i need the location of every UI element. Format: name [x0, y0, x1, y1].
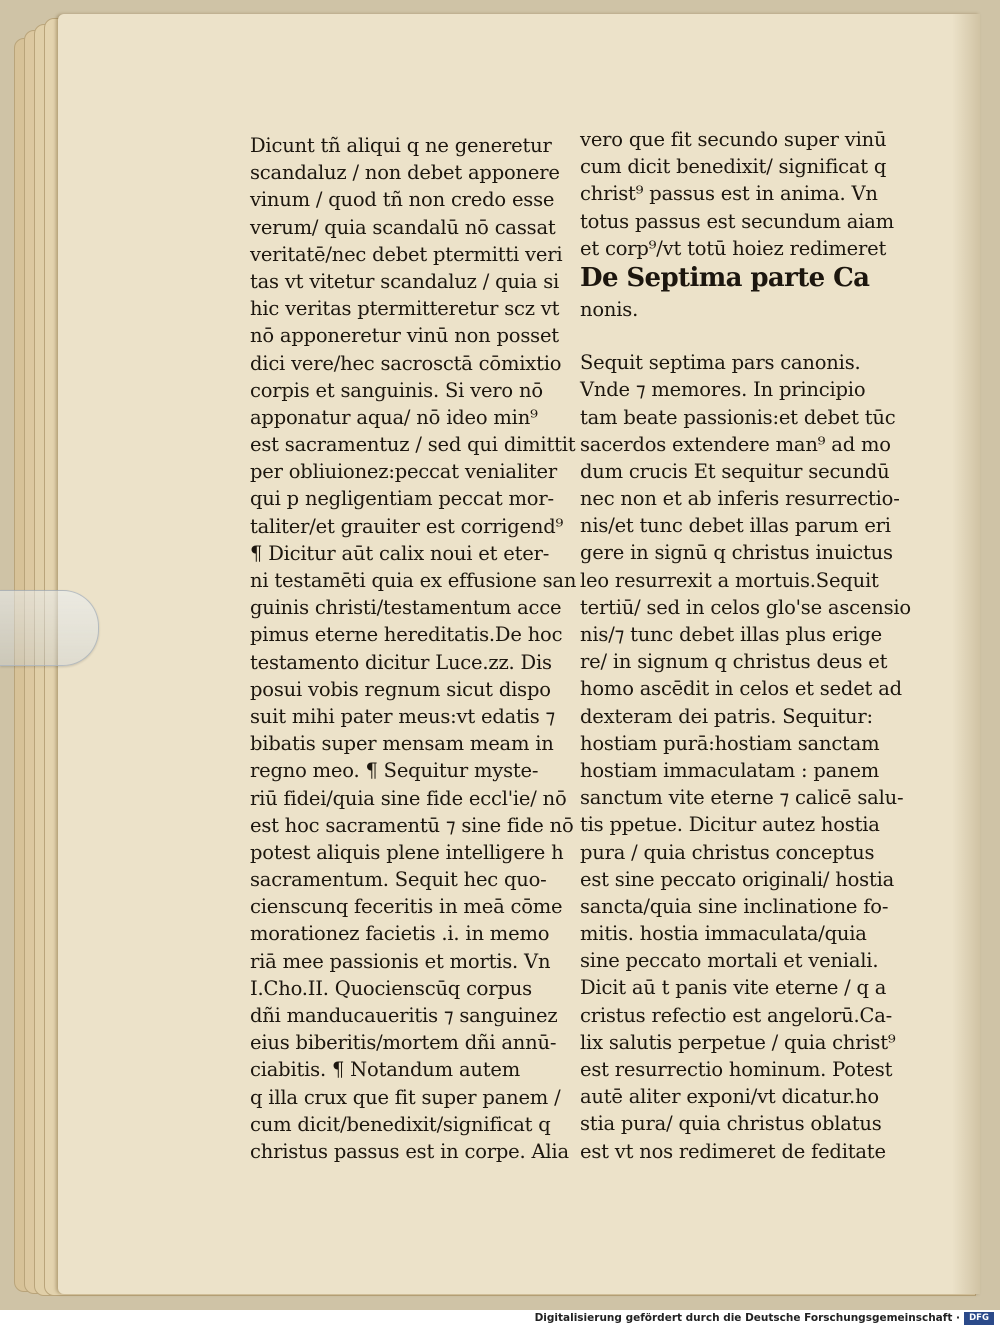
text-line: testamento dicitur Luce.zz. Dis [250, 650, 552, 674]
text-line: est sine peccato originali/ hostia [580, 867, 895, 891]
text-line: est vt nos redimeret de feditate [580, 1139, 886, 1163]
text-line: guinis christi/testamentum acce [250, 596, 562, 620]
text-column-left [250, 132, 576, 1165]
text-line: morationez facietis .i. in memo [250, 922, 550, 946]
text-line: tas vt vitetur scandaluz / quia si [250, 269, 560, 293]
text-line: nis/⁊ tunc debet illas plus erige [580, 623, 882, 646]
text-line: I.Cho.II. Quocienscūq corpus [250, 976, 532, 1000]
text-line: sacerdos extendere man⁹ ad mo [580, 432, 891, 456]
page-clip [0, 590, 99, 666]
text-line: posui vobis regnum sicut dispo [250, 677, 551, 701]
text-line: sacramentum. Sequit hec quo- [250, 868, 547, 892]
text-line: tis ppetue. Dicitur autez hostia [580, 813, 880, 837]
text-line: cienscunq feceritis in meā cōme [250, 895, 563, 919]
text-line: cum dicit benedixit/ significat q [580, 155, 887, 179]
text-line: per obliuionez:peccat venialiter [250, 460, 557, 484]
funding-credit: Digitalisierung gefördert durch die Deutsche Forschungsgemeinschaft · [534, 1312, 960, 1324]
text-line: re/ in signum q christus deus et [580, 650, 888, 674]
text-line: apponatur aqua/ nō ideo min⁹ [250, 405, 538, 429]
text-line: veritatē/nec debet ptermitti veri [250, 242, 563, 266]
text-line: Vnde ⁊ memores. In principio [580, 378, 866, 402]
text-line: pura / quia christus conceptus [580, 840, 875, 864]
right-column-bottom [580, 349, 911, 1165]
text-line: leo resurrexit a mortuis.Sequit [580, 568, 879, 592]
text-line: corpis et sanguinis. Si vero nō [250, 378, 543, 402]
text-line: dñi manducaueritis ⁊ sanguinez [250, 1004, 558, 1027]
text-line: verum/ quia scandalū nō cassat [250, 215, 556, 239]
text-line: hostiam purā:hostiam sanctam [580, 731, 880, 755]
text-line: pimus eterne hereditatis.De hoc [250, 623, 563, 647]
text-line: riā mee passionis et mortis. Vn [250, 949, 551, 973]
text-line: tam beate passionis:et debet tūc [580, 405, 896, 429]
text-line: nec non et ab inferis resurrectio- [580, 487, 900, 511]
text-line: ciabitis. ¶ Notandum autem [250, 1058, 520, 1082]
text-line: scandaluz / non debet apponere [250, 161, 560, 185]
text-line: Dicit aū t panis vite eterne / q a [580, 976, 887, 1000]
paragraph-gap [580, 323, 911, 349]
text-line: vinum / quod tñ non credo esse [250, 188, 555, 212]
text-line: vero que fit secundo super vinū [580, 128, 887, 151]
text-column-right [580, 126, 911, 1165]
text-line: eius biberitis/mortem dñi annū- [250, 1031, 557, 1055]
text-line: stia pura/ quia christus oblatus [580, 1112, 882, 1136]
text-line: gere in signū q christus inuictus [580, 541, 893, 565]
text-line: q illa crux que fit super panem / [250, 1085, 561, 1109]
text-line: ni testamēti quia ex effusione san [250, 569, 577, 592]
section-heading-continuation: nonis. [580, 297, 639, 321]
text-line: cristus refectio est angelorū.Ca- [580, 1003, 893, 1027]
text-line: bibatis super mensam meam in [250, 732, 554, 756]
text-line: lix salutis perpetue / quia christ⁹ [580, 1030, 896, 1054]
text-line: cum dicit/benedixit/significat q [250, 1112, 551, 1136]
text-line: riū fidei/quia sine fide eccl'ie/ nō [250, 786, 567, 810]
text-line: totus passus est secundum aiam [580, 209, 894, 233]
section-heading: De Septima parte Ca [580, 262, 870, 293]
text-line: Sequit septima pars canonis. [580, 351, 861, 375]
text-line: dici vere/hec sacrosctā cōmixtio [250, 351, 562, 375]
text-line: hostiam immaculatam : panem [580, 758, 880, 782]
right-column-top [580, 126, 911, 262]
text-line: sine peccato mortali et veniali. [580, 949, 879, 973]
text-line: homo ascēdit in celos et sedet ad [580, 677, 902, 701]
text-line: hic veritas ptermitteretur scz vt [250, 297, 560, 321]
text-line: christ⁹ passus est in anima. Vn [580, 182, 878, 206]
text-line: regno meo. ¶ Sequitur myste- [250, 759, 539, 783]
text-line: nō apponeretur vinū non posset [250, 324, 559, 348]
text-line: est resurrectio hominum. Potest [580, 1058, 893, 1081]
text-line: autē aliter exponi/vt dicatur.ho [580, 1085, 879, 1109]
text-line: christus passus est in corpe. Alia [250, 1139, 569, 1163]
text-line: et corp⁹/vt totū hoiez redimeret [580, 236, 887, 260]
text-line: sanctum vite eterne ⁊ calicē salu- [580, 786, 904, 810]
text-line: tertiū/ sed in celos glo'se ascensio [580, 595, 911, 619]
text-line: sancta/quia sine inclinatione fo- [580, 894, 889, 918]
text-line: nis/et tunc debet illas parum eri [580, 514, 891, 538]
text-line: suit mihi pater meus:vt edatis ⁊ [250, 704, 556, 728]
dfg-logo: DFG [964, 1312, 994, 1325]
text-line: est sacramentuz / sed qui dimittit [250, 433, 576, 457]
text-line: mitis. hostia immaculata/quia [580, 922, 867, 946]
text-line: est hoc sacramentū ⁊ sine fide nō [250, 813, 574, 837]
text-line: qui p negligentiam peccat mor- [250, 487, 554, 511]
text-line: dexteram dei patris. Sequitur: [580, 704, 873, 728]
text-line: ¶ Dicitur aūt calix noui et eter- [250, 541, 550, 565]
text-line: potest aliquis plene intelligere h [250, 840, 564, 864]
text-line: Dicunt tñ aliqui q ne generetur [250, 134, 552, 157]
text-line: dum crucis Et sequitur secundū [580, 459, 890, 483]
text-line: taliter/et grauiter est corrigend⁹ [250, 514, 564, 538]
